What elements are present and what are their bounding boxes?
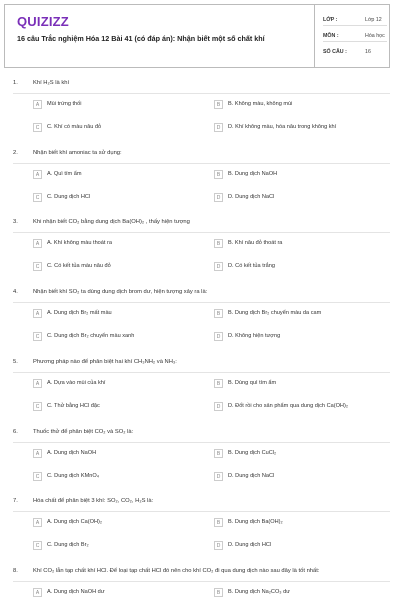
option-text: B. Dung dịch Ba(OH)₂ xyxy=(228,519,283,525)
question-divider xyxy=(13,302,390,303)
option-letter-box[interactable]: C xyxy=(33,193,42,202)
question-number: 3. xyxy=(13,219,18,225)
option-letter-box[interactable]: C xyxy=(33,123,42,132)
question-row xyxy=(13,219,190,225)
option-text: D. Dung dịch HCl xyxy=(228,542,272,548)
option-text: C. Khí có màu nâu đỏ xyxy=(47,124,102,130)
question-divider xyxy=(13,581,390,582)
question-row xyxy=(13,150,122,156)
option-letter-box[interactable]: C xyxy=(33,262,42,271)
option-text: C. Dung dịch Br₂ xyxy=(47,542,89,548)
question-number: 1. xyxy=(13,80,18,86)
meta-label: MÔN : xyxy=(323,33,339,39)
option-letter-box[interactable]: A xyxy=(33,309,42,318)
question-text: Thuốc thử để phân biệt CO₂ và SO₂ là: xyxy=(33,429,134,435)
option-letter-box[interactable]: D xyxy=(214,123,223,132)
option-letter-box[interactable]: A xyxy=(33,518,42,527)
option-letter-box[interactable]: C xyxy=(33,332,42,341)
question-divider xyxy=(13,93,390,94)
question-text: Khí H₂S là khí xyxy=(33,80,70,86)
question-row xyxy=(13,498,153,504)
meta-class xyxy=(323,17,391,31)
question-number: 6. xyxy=(13,429,18,435)
option-letter-box[interactable]: D xyxy=(214,332,223,341)
option-letter-box[interactable]: B xyxy=(214,170,223,179)
question-text: Nhận biết khí SO₂ ta dùng dung dịch brom dư, hiện tượng xảy ra là: xyxy=(33,289,208,295)
option-text: Mùi trứng thối xyxy=(47,101,82,107)
question-number: 2. xyxy=(13,150,18,156)
option-text: A. Dung dịch Br₂ mất màu xyxy=(47,310,112,316)
meta-value: Hóa học xyxy=(365,33,385,39)
option-text: B. Dung dịch Na₂CO₃ dư xyxy=(228,589,290,595)
option-text: D. Đốt rồi cho sản phẩm qua dung dịch Ca(OH)₂ xyxy=(228,403,349,409)
option-text: A. Khí không màu thoát ra xyxy=(47,240,112,246)
question-row xyxy=(13,429,133,435)
option-letter-box[interactable]: B xyxy=(214,100,223,109)
meta-label: SỐ CÂU : xyxy=(323,49,347,55)
meta-value: Lớp 12 xyxy=(365,17,382,23)
question-row xyxy=(13,289,207,295)
worksheet-title: 16 câu Trắc nghiệm Hóa 12 Bài 41 (có đáp án): Nhận biết một số chất khí xyxy=(17,34,265,43)
question-text: Khí CO₂ lẫn tạp chất khí HCl. Để loại tạp chất HCl đó nên cho khí CO₂ đi qua dung dịch nào sau đây là tốt nhất: xyxy=(33,568,320,574)
option-text: B. Dung dịch Br₂ chuyển màu da cam xyxy=(228,310,322,316)
option-text: B. Dung dịch NaOH xyxy=(228,171,278,177)
worksheet-header xyxy=(4,4,390,68)
option-text: B. Dung dịch CuCl₂ xyxy=(228,450,277,456)
question-number: 5. xyxy=(13,359,18,365)
option-text: A. Quì tím ẩm xyxy=(47,171,82,177)
option-letter-box[interactable]: A xyxy=(33,100,42,109)
question-text: Khi nhận biết CO₂ bằng dung dịch Ba(OH)₂ , thấy hiện tượng xyxy=(33,219,190,225)
question-text: Nhận biết khí amoniac ta sử dụng: xyxy=(33,150,122,156)
question-number: 4. xyxy=(13,289,18,295)
option-letter-box[interactable]: B xyxy=(214,309,223,318)
option-text: C. Thử bằng HCl đặc xyxy=(47,403,100,409)
question-text: Phương pháp nào để phân biệt hai khí CH₃NH₂ và NH₃: xyxy=(33,359,177,365)
question-divider xyxy=(13,442,390,443)
question-number: 8. xyxy=(13,568,18,574)
option-letter-box[interactable]: B xyxy=(214,588,223,597)
meta-subject xyxy=(323,33,391,47)
option-letter-box[interactable]: D xyxy=(214,472,223,481)
quizizz-logo: QUIZIZZ xyxy=(17,14,69,29)
option-letter-box[interactable]: C xyxy=(33,472,42,481)
option-letter-box[interactable]: A xyxy=(33,170,42,179)
question-row xyxy=(13,359,177,365)
option-text: A. Dung dịch NaOH xyxy=(47,450,97,456)
question-divider xyxy=(13,372,390,373)
option-letter-box[interactable]: A xyxy=(33,449,42,458)
option-letter-box[interactable]: C xyxy=(33,402,42,411)
header-divider xyxy=(314,5,315,67)
option-letter-box[interactable]: B xyxy=(214,239,223,248)
option-text: B. Dùng quì tím ẩm xyxy=(228,380,277,386)
meta-rule xyxy=(323,25,387,26)
option-text: D. Dung dịch NaCl xyxy=(228,194,275,200)
option-text: C. Dung dịch Br₂ chuyển màu xanh xyxy=(47,333,135,339)
option-letter-box[interactable]: D xyxy=(214,193,223,202)
question-divider xyxy=(13,511,390,512)
option-text: D. Không hiện tượng xyxy=(228,333,281,339)
option-letter-box[interactable]: D xyxy=(214,262,223,271)
option-letter-box[interactable]: B xyxy=(214,379,223,388)
option-letter-box[interactable]: A xyxy=(33,588,42,597)
question-row xyxy=(13,568,319,574)
option-text: A. Dựa vào mùi của khí xyxy=(47,380,106,386)
option-letter-box[interactable]: D xyxy=(214,541,223,550)
meta-label: LỚP : xyxy=(323,17,338,23)
option-letter-box[interactable]: A xyxy=(33,239,42,248)
question-number: 7. xyxy=(13,498,18,504)
option-text: D. Dung dịch NaCl xyxy=(228,473,275,479)
question-row xyxy=(13,80,69,86)
option-text: B. Không màu, không mùi xyxy=(228,101,293,107)
question-divider xyxy=(13,232,390,233)
meta-rule xyxy=(323,41,387,42)
option-text: C. Dung dịch KMnO₄ xyxy=(47,473,100,479)
option-text: C. Có kết tủa màu nâu đỏ xyxy=(47,263,111,269)
option-letter-box[interactable]: B xyxy=(214,518,223,527)
option-letter-box[interactable]: B xyxy=(214,449,223,458)
question-divider xyxy=(13,163,390,164)
option-letter-box[interactable]: A xyxy=(33,379,42,388)
option-letter-box[interactable]: C xyxy=(33,541,42,550)
option-text: C. Dung dịch HCl xyxy=(47,194,91,200)
meta-count xyxy=(323,49,391,63)
option-text: A. Dung dịch NaOH dư xyxy=(47,589,105,595)
option-letter-box[interactable]: D xyxy=(214,402,223,411)
question-text: Hóa chất để phân biệt 3 khí: SO₂, CO₂, H₂S là: xyxy=(33,498,154,504)
option-text: D. Khí không màu, hóa nâu trong không khí xyxy=(228,124,337,130)
meta-value: 16 xyxy=(365,49,371,55)
option-text: D. Có kết tủa trắng xyxy=(228,263,275,269)
option-text: A. Dung dịch Ca(OH)₂ xyxy=(47,519,103,525)
option-text: B. Khí nâu đỏ thoát ra xyxy=(228,240,283,246)
